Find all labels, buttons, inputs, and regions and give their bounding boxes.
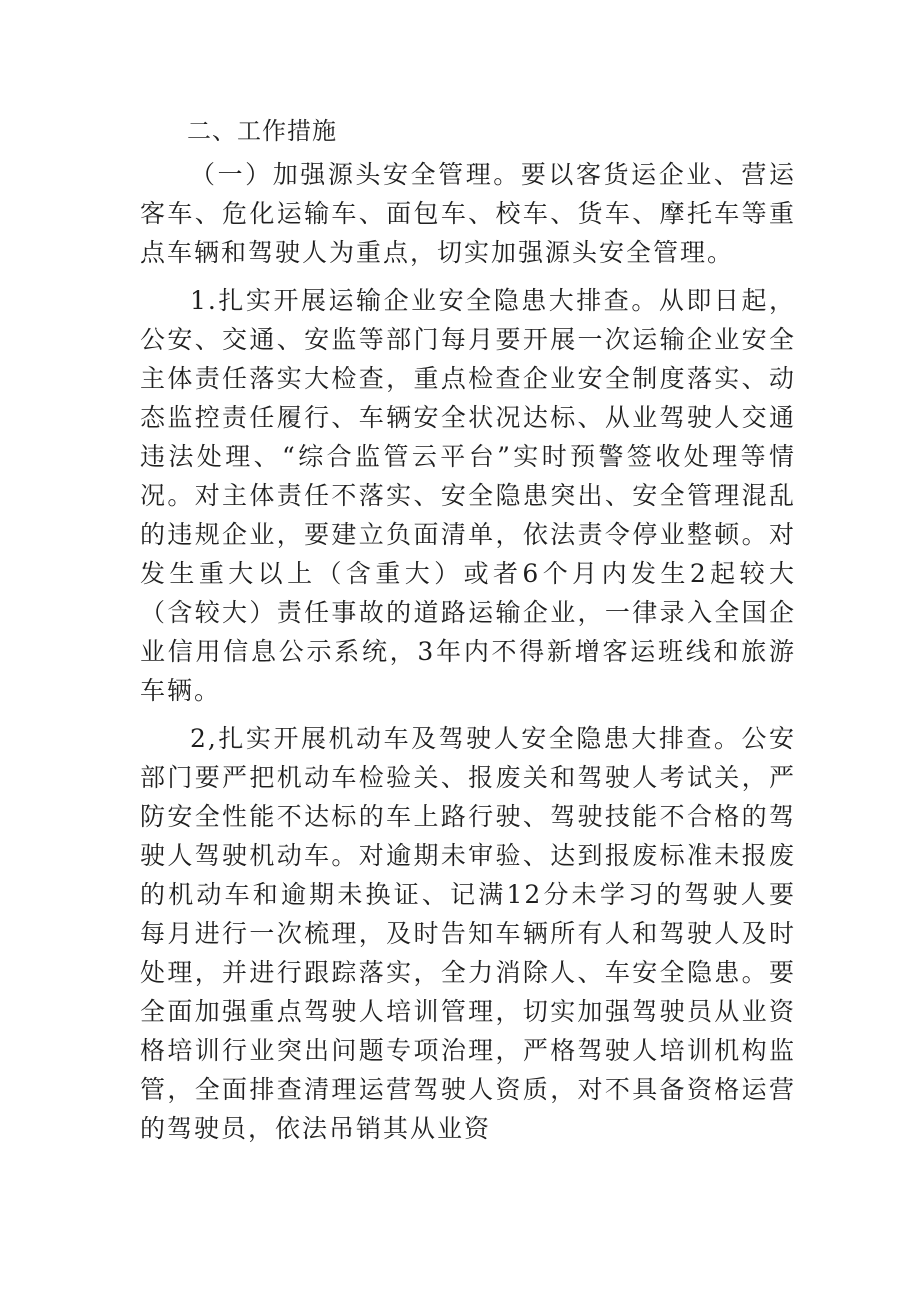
paragraph-vehicle-driver-inspection: 2,扎实开展机动车及驾驶人安全隐患大排查。公安部门要严把机动车检验关、报废关和驾驶人考试关，严防安全性能不达标的车上路行驶、驾驶技能不合格的驾驶人驾驶机动车。对逾期未审验、达到报废标准未报废的机动车和逾期未换证、记满12分未学习的驾驶人要每月进行一次梳理，及时告知车辆所有人和驾驶人及时处理，并进行跟踪落实，全力消除人、车安全隐患。要全面加强重点驾驶人培训管理，切实加强驾驶员从业资格培训行业突出问题专项治理，严格驾驶人培训机构监管，全面排查清理运营驾驶人资质，对不具备资格运营的驾驶员，依法吊销其从业资 — [140, 724, 796, 1143]
section-heading: 二、工作措施 — [187, 117, 337, 145]
paragraph-source-management: （一）加强源头安全管理。要以客货运企业、营运客车、危化运输车、面包车、校车、货车、摩托车等重点车辆和驾驶人为重点，切实加强源头安全管理。 — [140, 160, 796, 267]
paragraph-enterprise-inspection: 1.扎实开展运输企业安全隐患大排查。从即日起，公安、交通、安监等部门每月要开展一次运输企业安全主体责任落实大检查，重点检查企业安全制度落实、动态监控责任履行、车辆安全状况达标、从业驾驶人交通违法处理、“综合监管云平台”实时预警签收处理等情况。对主体责任不落实、安全隐患突出、安全管理混乱的违规企业，要建立负面清单，依法责令停业整顿。对发生重大以上（含重大）或者6个月内发生2起较大（含较大）责任事故的道路运输企业，一律录入全国企业信用信息公示系统，3年内不得新增客运班线和旅游车辆。 — [140, 286, 796, 705]
